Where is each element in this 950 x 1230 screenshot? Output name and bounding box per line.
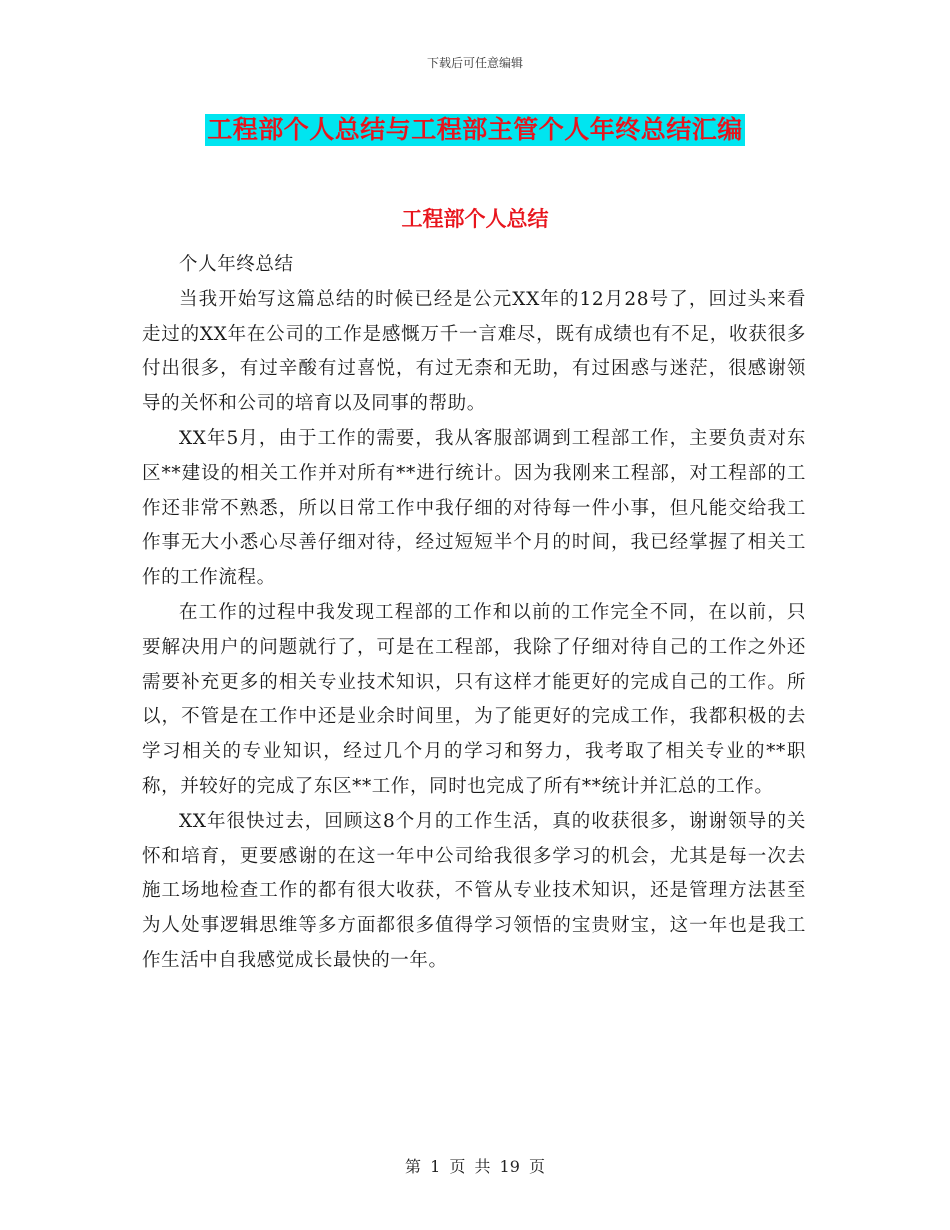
body-paragraph: XX年5月，由于工作的需要，我从客服部调到工程部工作，主要负责对东区**建设的相关工作并对所有**进行统计。因为我刚来工程部，对工程部的工作还非常不熟悉，所以日常工作中我仔细的对待每一件小事，但凡能交给我工作事无大小悉心尽善仔细对待，经过短短半个月的时间，我已经掌握了相关工作的工作流程。 <box>142 427 806 589</box>
page-footer: 第 1 页 共 19 页 <box>405 1157 545 1176</box>
body-paragraph: XX年很快过去，回顾这8个月的工作生活，真的收获很多，谢谢领导的关怀和培育，更要感谢的在这一年中公司给我很多学习的机会，尤其是每一次去施工场地检查工作的都有很大收获，不管从专业技术知识，还是管理方法甚至为人处事逻辑思维等多方面都很多值得学习领悟的宝贵财宝，这一年也是我工作生活中自我感觉成长最快的一年。 <box>142 810 806 971</box>
main-title: 工程部个人总结与工程部主管个人年终总结汇编 <box>207 115 743 144</box>
body-paragraph: 在工作的过程中我发现工程部的工作和以前的工作完全不同，在以前，只要解决用户的问题就行了，可是在工程部，我除了仔细对待自己的工作之外还需要补充更多的相关专业技术知识，只有这样才能更好的完成自己的工作。所以，不管是在工作中还是业余时间里，为了能更好的完成工作，我都积极的去学习相关的专业知识，经过几个月的学习和努力，我考取了相关专业的**职称，并较好的完成了东区**工作，同时也完成了所有**统计并汇总的工作。 <box>142 601 806 797</box>
subtitle-paragraph: 个人年终总结 <box>179 254 294 275</box>
header-note: 下载后可任意编辑 <box>426 56 523 70</box>
main-title-container <box>0 114 950 146</box>
section-title: 工程部个人总结 <box>401 207 549 231</box>
body-paragraph: 当我开始写这篇总结的时候已经是公元XX年的12月28号了，回过头来看走过的XX年在公司的工作是感慨万千一言难尽，既有成绩也有不足，收获很多付出很多，有过辛酸有过喜悦，有过无柰和无助，有过困惑与迷茫，很感谢领导的关怀和公司的培育以及同事的帮助。 <box>142 288 806 415</box>
document-body <box>142 248 806 979</box>
